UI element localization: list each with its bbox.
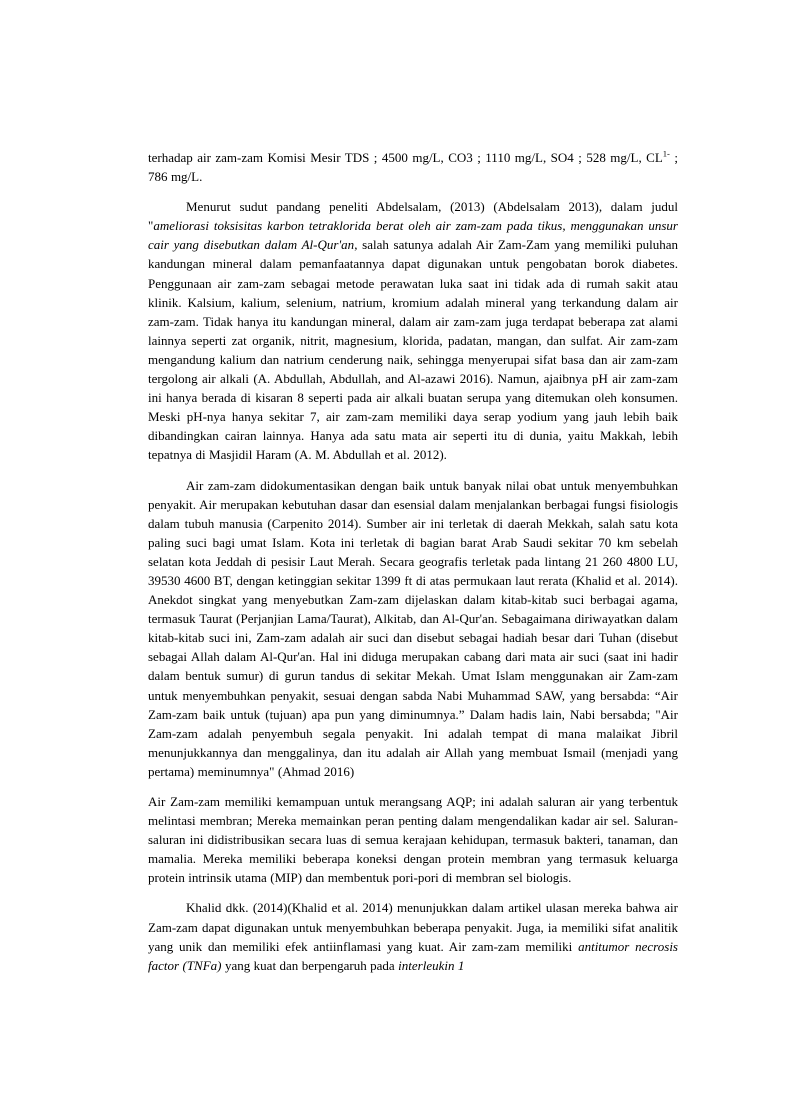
- document-text-block: [148, 148, 678, 975]
- text-run: Air zam-zam didokumentasikan dengan baik untuk banyak nilai obat untuk menyembuhkan penyakit. Air merupakan kebutuhan dasar dan esensial dalam menjalankan berbagai fungsi fisiologis dalam tubuh manusia (Carpenito 2014). Sumber air ini terletak di daerah Mekkah, salah satu kota paling suci bagi umat Islam. Kota ini terletak di bagian barat Arab Saudi sekitar 70 km sebelah selatan kota Jeddah di pesisir Laut Merah. Secara geografis terletak pada lintang 21 260 4800 LU, 39530 4600 BT, dengan ketinggian sekitar 1399 ft di atas permukaan laut rerata (Khalid et al. 2014). Anekdot singkat yang menyebutkan Zam-zam dijelaskan dalam kitab-kitab suci berbagai agama, termasuk Taurat (Perjanjian Lama/Taurat), Alkitab, dan Al-Qur'an. Sebagaimana diriwayatkan dalam kitab-kitab suci ini, Zam-zam adalah air suci dan disebut sebagai hadiah besar dari Tuhan (disebut sebagai Allah dalam Al-Qur'an. Hal ini diduga merupakan cabang dari mata air suci (saat ini hadir dalam bentuk sumur) di gurun tandus di sekitar Mekah. Umat Islam menggunakan air Zam-zam untuk menyembuhkan penyakit, sesuai dengan sabda Nabi Muhammad SAW, yang bersabda: “Air Zam-zam baik untuk (tujuan) apa pun yang diminumnya.” Dalam hadis lain, Nabi bersabda; "Air Zam-zam adalah penyembuh segala penyakit. Ini adalah tempat di mana malaikat Jibril menunjukkannya dan menggalinya, dan itu adalah air Allah yang membuat Ismail (menjadi yang pertama) meminumnya" (Ahmad 2016): [148, 477, 678, 779]
- paragraph-p1-analisis-kandungan: [148, 148, 678, 186]
- italic-run: ameliorasi toksisitas karbon tetraklorida berat oleh air zam-zam pada tikus, menggunakan unsur cair yang disebutkan dalam Al-Qur'an: [148, 218, 678, 253]
- paragraph-p3-dokumentasi-lokasi: [148, 476, 678, 782]
- superscript-run: 1-: [662, 148, 670, 159]
- paragraph-p2-abdelsalam: [148, 197, 678, 464]
- text-run: Menurut sudut pandang peneliti Abdelsalam, (2013) (Abdelsalam 2013), dalam judul ": [148, 199, 678, 234]
- text-run: Khalid dkk. (2014)(Khalid et al. 2014) menunjukkan dalam artikel ulasan mereka bahwa air Zam-zam dapat digunakan untuk menyembuhkan beberapa penyakit. Juga, ia memiliki sifat analitik yang unik dan memiliki efek antiinflamasi yang kuat. Air zam-zam memiliki: [148, 900, 678, 954]
- italic-run: interleukin 1: [398, 957, 465, 973]
- italic-run: antitumor necrosis factor (TNFa): [148, 938, 678, 973]
- text-run: yang kuat dan berpengaruh pada: [221, 957, 399, 973]
- paragraph-p4-aqp: [148, 792, 678, 887]
- text-run: ; 786 mg/L.: [148, 150, 678, 185]
- text-run: , salah satunya adalah Air Zam-Zam yang memiliki puluhan kandungan mineral dalam pemanfaatannya dapat digunakan untuk pengobatan borok diabetes. Penggunaan air zam-zam sebagai metode perawatan luka saat ini tidak ada di rumah sakit atau klinik. Kalsium, kalium, selenium, natrium, kromium adalah mineral yang terkandung dalam air zam-zam. Tidak hanya itu kandungan mineral, dalam air zam-zam juga terdapat beberapa zat alami lainnya seperti zat organik, nitrit, magnesium, klorida, padatan, mangan, dan sulfat. Air zam-zam mengandung kalium dan natrium cenderung naik, sehingga menyerupai sifat basa dan air zam-zam tergolong air alkali (A. Abdullah, Abdullah, and Al-azawi 2016). Namun, ajaibnya pH air zam-zam ini hanya berada di kisaran 8 seperti pada air alkali buatan serupa yang ditemukan oleh konsumen. Meski pH-nya hanya sekitar 7, air zam-zam memiliki daya serap yodium yang jauh lebih baik dibandingkan cairan lainnya. Hanya ada satu mata air seperti itu di dunia, yaitu Makkah, lebih tepatnya di Masjidil Haram (A. M. Abdullah et al. 2012).: [148, 237, 678, 463]
- paragraph-p5-khalid: [148, 898, 678, 974]
- text-run: Air Zam-zam memiliki kemampuan untuk merangsang AQP; ini adalah saluran air yang terbentuk melintasi membran; Mereka memainkan peran penting dalam mengendalikan kadar air sel. Saluran-saluran ini didistribusikan secara luas di semua kerajaan kehidupan, termasuk bakteri, tanaman, dan mamalia. Mereka memiliki beberapa koneksi dengan protein membran yang termasuk keluarga protein intrinsik utama (MIP) dan membentuk pori-pori di membran sel biologis.: [148, 794, 678, 886]
- text-run: terhadap air zam-zam Komisi Mesir TDS ; 4500 mg/L, CO3 ; 1110 mg/L, SO4 ; 528 mg/L, CL: [148, 150, 663, 165]
